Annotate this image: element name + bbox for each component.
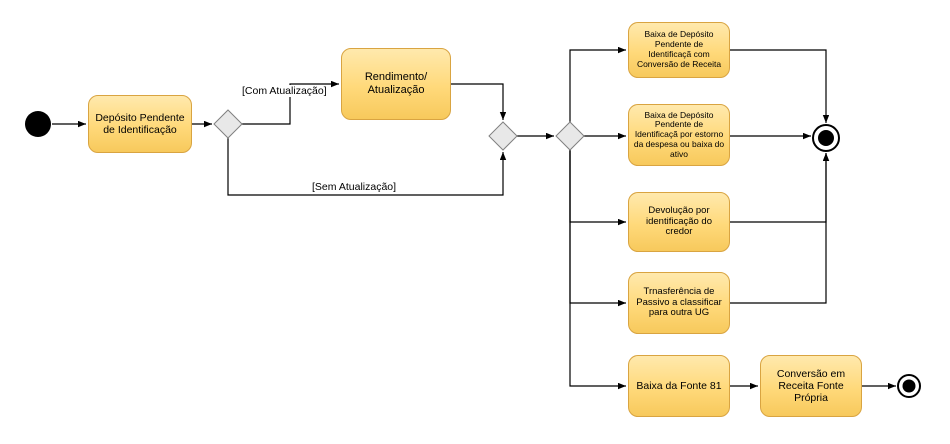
- merge-node-1: [489, 122, 517, 150]
- node-label: Trnasferência de Passivo a classificar para outra UG: [636, 285, 722, 319]
- node-rendimento-atualizacao[interactable]: [341, 48, 451, 120]
- node-label: Baixa de Depósito Pendente de Identificaçã por estorno da despesa ou baixa do ativo: [633, 109, 725, 159]
- decision-node-2: [556, 122, 584, 150]
- node-baixa-deposito-conversao-receita[interactable]: [628, 22, 730, 78]
- final-node-fonte: [898, 375, 920, 397]
- node-label: Baixa de Depósito Pendente de Identificaçã com Conversão de Receita: [636, 29, 722, 69]
- edge-label-sem-atualizacao: [Sem Atualização]: [312, 181, 397, 193]
- node-label: Rendimento/ Atualização: [364, 71, 428, 96]
- final-node-main: [813, 125, 839, 151]
- node-label: Devolução por identificação do credor: [645, 204, 713, 238]
- initial-node: [25, 111, 51, 137]
- node-transferencia-passivo[interactable]: [628, 272, 730, 334]
- node-label: Conversão em Receita Fonte Própria: [776, 367, 846, 405]
- node-baixa-da-fonte-81[interactable]: [628, 355, 730, 417]
- node-deposito-pendente[interactable]: [88, 95, 192, 153]
- edge-label-com-atualizacao: [Com Atualização]: [242, 85, 327, 97]
- node-label: Baixa da Fonte 81: [636, 379, 722, 392]
- decision-node-1: [214, 110, 242, 138]
- node-baixa-deposito-estorno-despesa[interactable]: [628, 104, 730, 166]
- node-conversao-receita-fonte-propria[interactable]: [760, 355, 862, 417]
- node-devolucao-identificacao-credor[interactable]: [628, 192, 730, 252]
- node-label: Depósito Pendente de Identificação: [95, 111, 185, 136]
